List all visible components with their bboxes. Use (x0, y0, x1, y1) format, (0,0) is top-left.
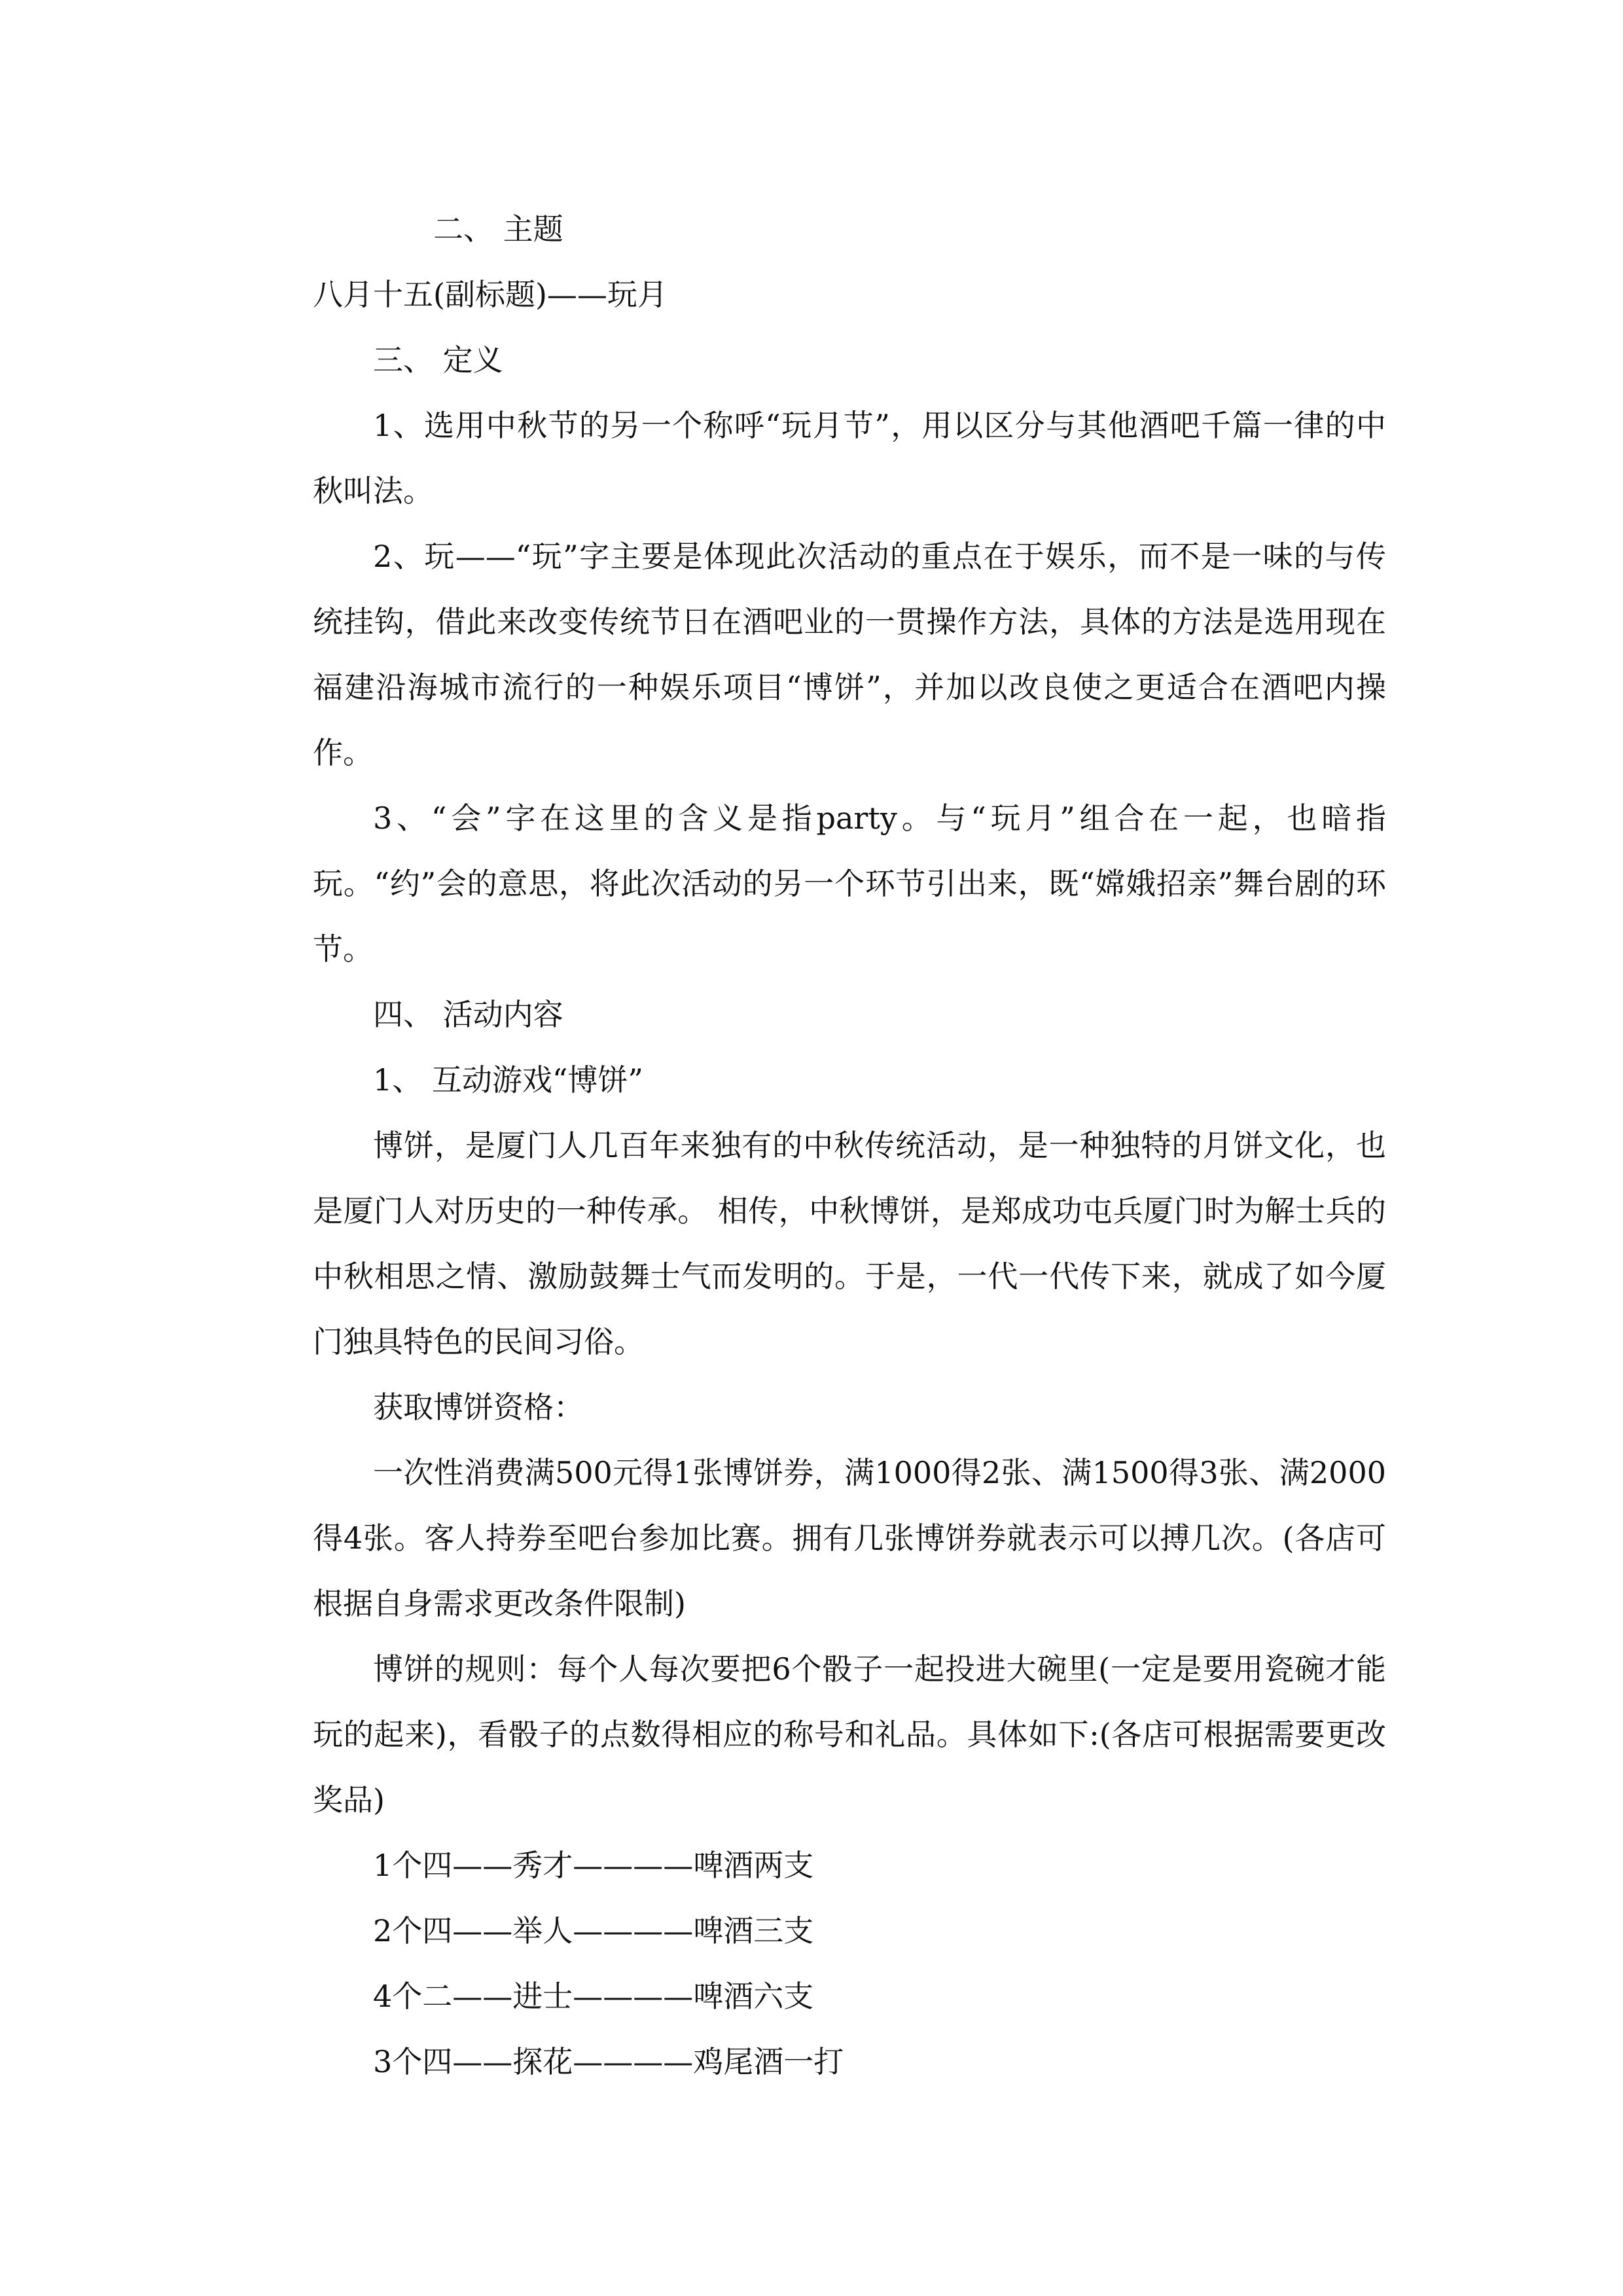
heading-activity-content-text: 四、 活动内容 (373, 997, 563, 1032)
prize-line-2-text: 2个四——举人————啤酒三支 (373, 1913, 814, 1948)
heading-theme (313, 196, 1386, 262)
prize-line-3 (313, 1964, 1386, 2029)
prize-line-4-text: 3个四——探花————鸡尾酒一打 (373, 2044, 844, 2079)
prize-line-1-text: 1个四——秀才————啤酒两支 (373, 1848, 814, 1883)
bobing-paragraph (313, 1113, 1386, 1374)
subtitle-text: 八月十五(副标题)——玩月 (313, 277, 668, 312)
qualification-heading (313, 1374, 1386, 1440)
heading-definition (313, 327, 1386, 393)
activity-item-1 (313, 1047, 1386, 1113)
definition-paragraph-1-text: 1、选用中秋节的另一个称呼“玩月节”，用以区分与其他酒吧千篇一律的中秋叫法。 (313, 408, 1386, 509)
activity-item-1-text: 1、 互动游戏“博饼” (373, 1062, 643, 1098)
qualification-heading-text: 获取博饼资格： (373, 1390, 584, 1425)
rules-paragraph (313, 1636, 1386, 1833)
definition-paragraph-3 (313, 785, 1386, 982)
qualification-paragraph-text: 一次性消费满500元得1张博饼券，满1000得2张、满1500得3张、满2000得4张。客人持券至吧台参加比赛。拥有几张博饼券就表示可以搏几次。(各店可根据自身需求更改条件限制) (313, 1455, 1386, 1621)
subtitle (313, 262, 1386, 327)
prize-line-4 (313, 2029, 1386, 2094)
prize-line-1 (313, 1833, 1386, 1898)
bobing-paragraph-text: 博饼，是厦门人几百年来独有的中秋传统活动，是一种独特的月饼文化，也是厦门人对历史的一种传承。 相传，中秋博饼，是郑成功屯兵厦门时为解士兵的中秋相思之情、激励鼓舞士气而发明的。于是，一代一代传下来，就成了如今厦门独具特色的民间习俗。 (313, 1128, 1386, 1359)
heading-theme-text: 二、 主题 (433, 211, 563, 247)
document-body (313, 196, 1386, 2094)
qualification-paragraph (313, 1440, 1386, 1636)
definition-paragraph-3-text: 3、“会”字在这里的含义是指party。与“玩月”组合在一起，也暗指玩。“约”会的意思，将此次活动的另一个环节引出来，既“嫦娥招亲”舞台剧的环节。 (313, 800, 1386, 967)
prize-line-3-text: 4个二——进士————啤酒六支 (373, 1979, 814, 2014)
heading-definition-text: 三、 定义 (373, 342, 503, 378)
definition-paragraph-2-text: 2、玩——“玩”字主要是体现此次活动的重点在于娱乐，而不是一味的与传统挂钩，借此来改变传统节日在酒吧业的一贯操作方法，具体的方法是选用现在福建沿海城市流行的一种娱乐项目“博饼”，并加以改良使之更适合在酒吧内操作。 (313, 539, 1386, 770)
prize-line-2 (313, 1898, 1386, 1964)
definition-paragraph-1 (313, 393, 1386, 524)
definition-paragraph-2 (313, 524, 1386, 785)
rules-paragraph-text: 博饼的规则：每个人每次要把6个骰子一起投进大碗里(一定是要用瓷碗才能玩的起来)，看骰子的点数得相应的称号和礼品。具体如下:(各店可根据需要更改奖品) (313, 1651, 1386, 1818)
heading-activity-content (313, 982, 1386, 1047)
